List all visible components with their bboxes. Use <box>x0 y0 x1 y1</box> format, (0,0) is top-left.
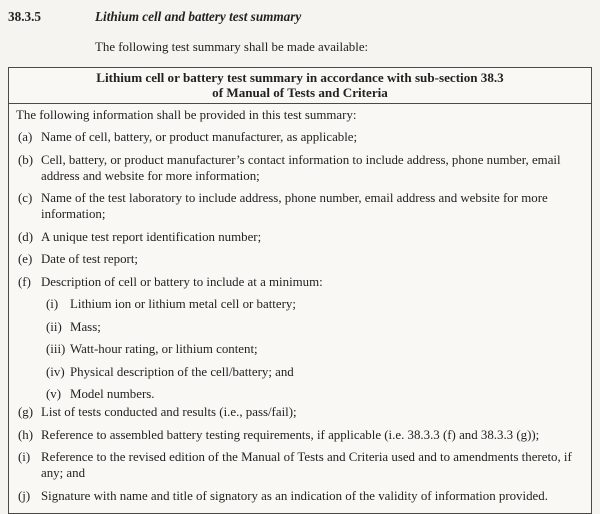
item-text: Cell, battery, or product manufacturer’s contact information to include address, phone number, email address and website for more information; <box>41 152 561 183</box>
section-number: 38.3.5 <box>8 9 41 24</box>
test-summary-table <box>8 67 592 514</box>
item-label: (f) <box>18 274 31 289</box>
item-text: Description of cell or battery to include at a minimum: <box>41 274 323 289</box>
list-item-f <box>16 274 583 290</box>
item-text: Reference to the revised edition of the Manual of Tests and Criteria used and to amendments thereto, if any; and <box>41 450 572 480</box>
item-label: (v) <box>46 387 62 401</box>
sub-list-item-i <box>44 296 583 312</box>
list-item-j <box>16 488 583 504</box>
section-title: Lithium cell and battery test summary <box>95 9 302 24</box>
item-label: (e) <box>18 252 33 266</box>
item-text: Lithium ion or lithium metal cell or battery; <box>70 297 296 311</box>
item-text: Physical description of the cell/battery; and <box>70 364 294 379</box>
item-label: (ii) <box>46 319 62 334</box>
section-heading <box>8 9 592 25</box>
list-item-d <box>16 229 583 245</box>
table-body <box>9 104 591 513</box>
list-item-i <box>16 449 583 481</box>
item-label: (c) <box>18 191 33 205</box>
table-intro: The following information shall be provided in this test summary: <box>16 108 357 122</box>
sub-list-item-iv <box>44 364 583 380</box>
table-header-line1: Lithium cell or battery test summary in accordance with sub-section 38.3 <box>96 70 504 85</box>
item-text: Reference to assembled battery testing requirements, if applicable (i.e. 38.3.3 (f) and 38.3.3 (g)); <box>41 427 540 442</box>
list-item-h <box>16 427 583 443</box>
item-label: (g) <box>18 405 34 419</box>
item-label: (iv) <box>46 364 65 379</box>
item-label: (b) <box>18 152 34 167</box>
item-text: Signature with name and title of signatory as an indication of the validity of information provided. <box>41 488 548 503</box>
sub-list <box>44 296 583 402</box>
lead-paragraph: The following test summary shall be made available: <box>95 40 369 54</box>
item-label: (a) <box>18 130 33 144</box>
sub-list-item-iii <box>44 341 583 357</box>
item-label: (i) <box>46 297 59 311</box>
sub-list-item-v <box>44 386 583 402</box>
item-text: Name of cell, battery, or product manufacturer, as applicable; <box>41 130 358 144</box>
item-label: (iii) <box>46 342 66 356</box>
item-text: Mass; <box>70 319 101 334</box>
sub-list-item-ii <box>44 319 583 335</box>
item-text: List of tests conducted and results (i.e., pass/fail); <box>41 405 297 419</box>
item-label: (d) <box>18 229 34 244</box>
item-text: Name of the test laboratory to include address, phone number, email address and website for more information; <box>41 191 548 221</box>
list-item-b <box>16 152 583 184</box>
list-item-a <box>16 129 583 145</box>
list-item-e <box>16 251 583 267</box>
list-item-g <box>16 404 583 420</box>
item-label: (i) <box>18 450 31 464</box>
table-header <box>9 68 591 104</box>
list-item-c <box>16 190 583 222</box>
table-header-line2: of Manual of Tests and Criteria <box>212 84 388 100</box>
item-label: (j) <box>18 488 31 503</box>
item-text: Date of test report; <box>41 252 139 266</box>
item-label: (h) <box>18 427 34 442</box>
item-text: A unique test report identification number; <box>41 229 262 244</box>
item-text: Model numbers. <box>70 387 155 401</box>
item-text: Watt-hour rating, or lithium content; <box>70 342 258 356</box>
